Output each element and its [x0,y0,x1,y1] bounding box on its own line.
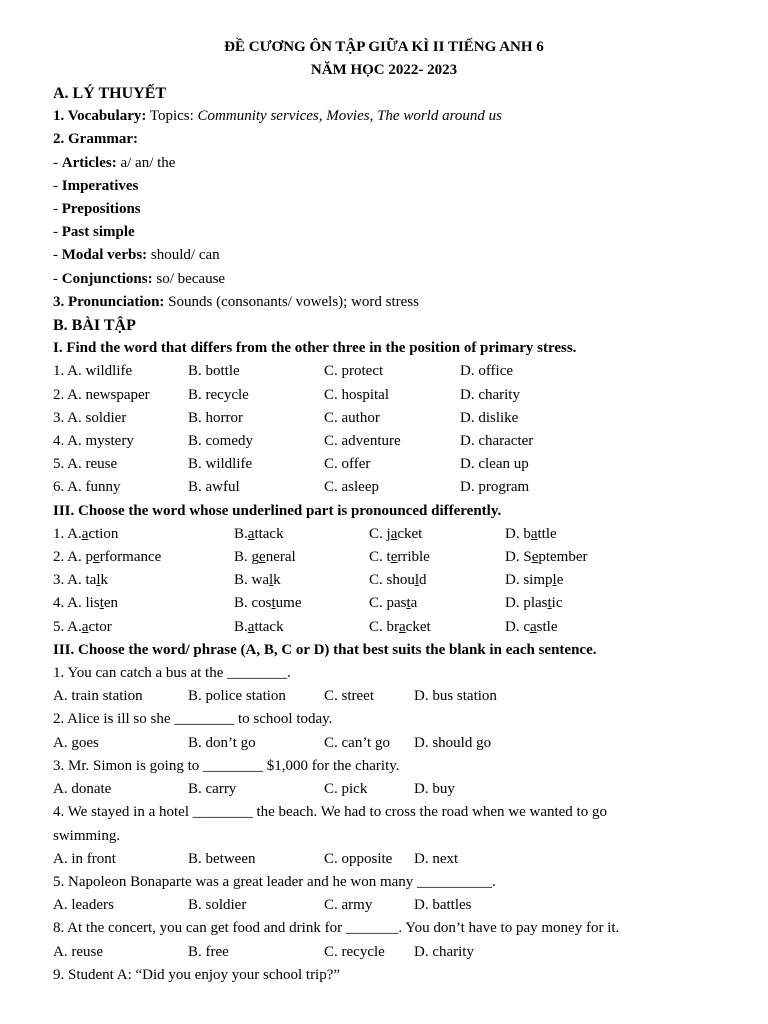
answer-options-row [53,848,768,871]
answer-option: D. bus station [414,688,497,705]
answer-option: C. hospital [324,386,390,403]
word-part: neral [265,549,296,566]
answer-option: C. author [324,409,380,426]
vocabulary-line [53,105,768,128]
answer-option [234,546,369,569]
underlined-part: e [93,549,100,566]
pronunciation-question-row [53,616,768,639]
answer-option: B. bottle [188,363,240,380]
answer-option: C. offer [324,456,371,473]
word-part: D. simp [505,572,553,589]
answer-option: B. horror [188,409,243,426]
answer-option [505,569,563,592]
word-part: D. b [505,525,531,542]
word-part: C. shou [369,572,415,589]
word-part: stle [536,618,558,635]
underlined-part: a [81,525,89,542]
pronunciation-question-row [53,523,768,546]
word-part: e [556,572,564,589]
stress-question-row [53,360,768,383]
answer-option: 5. A. reuse [53,456,118,473]
underlined-part: t [271,595,276,612]
word-part: ttle [537,525,557,542]
question-text: 4. We stayed in a hotel ________ the beach. We had to cross the road when we wanted to go [53,804,607,821]
word-part: 4. A. lis [53,595,100,612]
answer-option: C. recycle [324,943,385,960]
answer-option: C. can’t go [324,734,390,751]
document-title: ĐỀ CƯƠNG ÔN TẬP GIỮA KÌ II TIẾNG ANH 6 [224,39,544,55]
word-part: ume [275,595,302,612]
word-part: ctor [88,618,112,635]
dash: - [53,154,62,171]
answer-option [369,569,505,592]
underlined-part: e [531,549,539,566]
underlined-part: a [530,525,538,542]
underlined-part: l [96,572,101,589]
answer-option: D. program [460,479,530,496]
section-3-heading: III. Choose the word/ phrase (A, B, C or D) that best suits the blank in each sentence. [53,641,597,658]
answer-options-row [53,732,768,755]
word-part: rrible [397,549,430,566]
answer-option: D. buy [414,781,455,798]
word-part: B. g [234,549,260,566]
pronunciation-label: 3. Pronunciation: [53,293,165,310]
word-part: ptember [538,549,588,566]
answer-option: D. battles [414,897,472,914]
pronunciation-value: Sounds (consonants/ vowels); word stress [164,293,419,310]
section-2-questions [53,523,768,639]
word-part: B. [234,618,248,635]
answer-options-row [53,894,768,917]
dash: - [53,224,62,241]
answer-option: C. opposite [324,850,393,867]
word-part: 5. A. [53,618,82,635]
word-part: C. t [369,549,391,566]
answer-option [53,546,234,569]
answer-option: A. in front [53,850,116,867]
conjunctions-label: Conjunctions: [61,270,153,287]
grammar-articles [53,152,768,175]
answer-option: B. recycle [188,386,249,403]
answer-option: D. office [460,363,514,380]
answer-option [369,523,505,546]
answer-option [53,592,234,615]
dash: - [53,177,62,194]
answer-option [234,592,369,615]
answer-option: A. reuse [53,943,103,960]
answer-option [505,616,558,639]
word-part: ic [551,595,563,612]
section-2-heading: III. Choose the word whose underlined part is pronounced differently. [53,502,502,519]
modal-label: Modal verbs: [61,247,148,264]
answer-option [234,569,369,592]
answer-option: B. comedy [188,433,253,450]
word-part: ction [88,525,119,542]
grammar-label: 2. Grammar: [53,131,138,148]
pronunciation-question-row [53,592,768,615]
answer-option: D. should go [414,734,492,751]
answer-option: D. charity [460,386,520,403]
answer-option: A. donate [53,781,112,798]
question-text: 5. Napoleon Bonaparte was a great leader and he won many __________. [53,873,496,890]
past-simple-label: Past simple [61,224,135,241]
answer-option: B. wildlife [188,456,253,473]
word-part: B. [234,525,248,542]
word-part: ttack [254,525,284,542]
answer-option: B. between [188,850,256,867]
answer-option: A. goes [53,734,99,751]
answer-option [53,616,234,639]
word-part: cket [405,618,431,635]
answer-option [369,546,505,569]
answer-option: D. next [414,850,459,867]
grammar-past-simple [53,221,768,244]
section-1-questions [53,360,768,499]
underlined-part: a [390,525,398,542]
answer-option: D. clean up [460,456,529,473]
answer-option: 6. A. funny [53,479,121,496]
answer-option: C. asleep [324,479,379,496]
question-text: 8. At the concert, you can get food and drink for _______. You don’t have to pay money for it. [53,920,620,937]
underlined-part: l [552,572,557,589]
dash: - [53,247,62,264]
answer-option: 3. A. soldier [53,409,127,426]
question-9: 9. Student A: “Did you enjoy your school trip?” [53,966,341,983]
underlined-part: t [547,595,552,612]
answer-option [53,569,234,592]
exercises-heading: B. BÀI TẬP [53,317,136,335]
answer-option: B. don’t go [188,734,256,751]
question-text-continued: swimming. [53,827,121,844]
underlined-part: t [406,595,411,612]
word-part: 3. A. ta [53,572,97,589]
articles-label: Articles: [61,154,117,171]
word-part: 2. A. p [53,549,94,566]
word-part: D. S [505,549,532,566]
word-part: k [100,572,109,589]
word-part: C. br [369,618,399,635]
grammar-prepositions [53,198,768,221]
answer-option: D. character [460,433,534,450]
theory-heading: A. LÝ THUYẾT [53,85,167,102]
answer-option [505,592,563,615]
word-part: B. wa [234,572,269,589]
answer-option: C. protect [324,363,384,380]
word-part: d [419,572,427,589]
stress-question-row [53,453,768,476]
stress-question-row [53,476,768,499]
answer-option: A. train station [53,688,143,705]
underlined-part: a [530,618,537,635]
answer-option [234,523,369,546]
pronunciation-question-row [53,546,768,569]
question-text: 3. Mr. Simon is going to ________ $1,000 for the charity. [53,757,400,774]
answer-option: B. carry [188,781,237,798]
answer-option [505,546,588,569]
prepositions-label: Prepositions [61,201,141,218]
word-part: ttack [254,618,284,635]
stress-question-row [53,384,768,407]
articles-value: a/ an/ the [116,154,176,171]
answer-option: C. army [324,897,373,914]
word-part: B. cos [234,595,272,612]
answer-option [53,523,234,546]
answer-option: C. pick [324,781,368,798]
word-part: en [103,595,119,612]
underlined-part: t [99,595,104,612]
answer-option: 4. A. mystery [53,433,134,450]
grammar-modal [53,244,768,267]
vocabulary-label: 1. Vocabulary: [53,108,147,125]
question-text: 2. Alice is ill so she ________ to school today. [53,711,333,728]
answer-options-row [53,685,768,708]
word-part: C. pas [369,595,407,612]
section-3-questions [53,662,768,964]
underlined-part: e [390,549,398,566]
stress-question-row [53,430,768,453]
question-text: 1. You can catch a bus at the ________. [53,665,291,682]
word-part: D. plas [505,595,548,612]
answer-options-row [53,941,768,964]
section-1-heading: I. Find the word that differs from the other three in the position of primary stress. [53,340,577,357]
word-part: C. j [369,525,391,542]
answer-option: C. adventure [324,433,401,450]
answer-option: D. dislike [460,409,519,426]
underlined-part: l [414,572,420,589]
answer-option [505,523,557,546]
answer-option: B. awful [188,479,240,496]
answer-option: B. soldier [188,897,247,914]
imperatives-label: Imperatives [61,177,139,194]
word-part: rformance [99,549,162,566]
answer-option [369,592,505,615]
grammar-imperatives [53,175,768,198]
underlined-part: a [247,618,255,635]
dash: - [53,201,62,218]
word-part: a [410,595,418,612]
answer-option [234,616,369,639]
answer-option: B. free [188,943,229,960]
word-part: 1. A. [53,525,82,542]
word-part: cket [397,525,423,542]
answer-option [369,616,505,639]
modal-value: should/ can [147,247,220,264]
pronunciation-line [53,291,768,314]
word-part: k [273,572,281,589]
underlined-part: e [259,549,266,566]
underlined-part: a [81,618,89,635]
underlined-part: a [247,525,255,542]
pronunciation-question-row [53,569,768,592]
conjunctions-value: so/ because [152,270,226,287]
vocabulary-topics: Community services, Movies, The world around us [197,108,502,125]
school-year: NĂM HỌC 2022- 2023 [310,62,458,78]
answer-options-row [53,778,768,801]
answer-option: 1. A. wildlife [53,363,133,380]
answer-option: 2. A. newspaper [53,386,150,403]
answer-option: C. street [324,688,374,705]
underlined-part: a [399,618,406,635]
answer-option: B. police station [188,688,286,705]
vocabulary-prefix: Topics: [146,108,198,125]
dash: - [53,270,62,287]
word-part: D. c [505,618,530,635]
grammar-conjunctions [53,268,768,291]
stress-question-row [53,407,768,430]
answer-option: A. leaders [53,897,114,914]
answer-option: D. charity [414,943,474,960]
underlined-part: l [269,572,274,589]
